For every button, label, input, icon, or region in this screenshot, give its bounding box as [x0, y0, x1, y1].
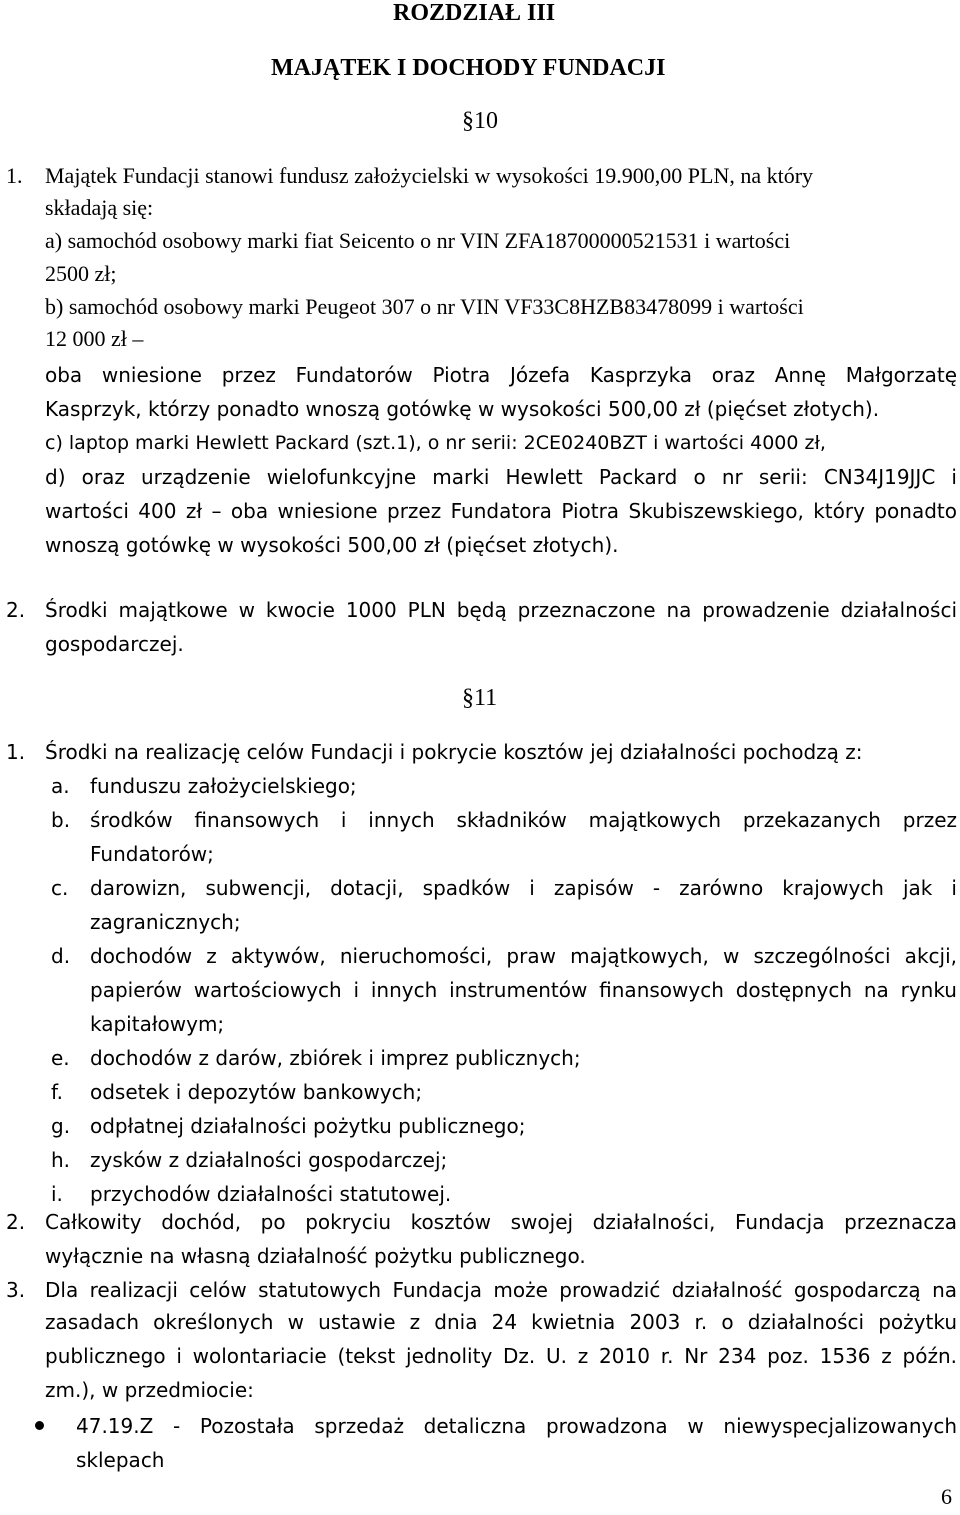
s11-item-letter: h.	[51, 1148, 71, 1172]
s11-item-line: kapitałowym;	[90, 1012, 225, 1036]
s11-item-line: odsetek i depozytów bankowych;	[90, 1080, 423, 1104]
s11-p3-line1: Dla realizacji celów statutowych Fundacja może prowadzić działalność gospodarczą na	[45, 1278, 957, 1302]
s11-p3-line3: publicznego i wolontariacie (tekst jednolity Dz. U. z 2010 r. Nr 234 poz. 1536 z późn.	[45, 1344, 957, 1368]
chapter-subtitle: MAJĄTEK I DOCHODY FUNDACJI	[271, 55, 666, 81]
s11-p3-line2: zasadach określonych w ustawie z dnia 24 kwietnia 2003 r. o działalności pożytku	[45, 1310, 957, 1334]
s10-founders-line1: oba wniesione przez Fundatorów Piotra Józefa Kasprzyka oraz Annę Małgorzatę	[45, 363, 957, 387]
s11-item-line: funduszu założycielskiego;	[90, 774, 357, 798]
s10-item-b-line2: 12 000 zł –	[45, 326, 144, 351]
section-11-label: §11	[462, 685, 498, 711]
s10-item-b-line1: b) samochód osobowy marki Peugeot 307 o nr VIN VF33C8HZB83478099 i wartości	[45, 294, 804, 319]
s11-item-line: zysków z działalności gospodarczej;	[90, 1148, 448, 1172]
s11-item-letter: b.	[51, 808, 71, 832]
s11-bullet-line1: 47.19.Z - Pozostała sprzedaż detaliczna prowadzona w niewyspecjalizowanych	[76, 1414, 957, 1438]
s10-p2-number: 2.	[6, 598, 26, 622]
s11-item-line: odpłatnej działalności pożytku publicznego;	[90, 1114, 526, 1138]
s11-item-line: przychodów działalności statutowej.	[90, 1182, 452, 1206]
s11-p2-line1: Całkowity dochód, po pokryciu kosztów swojej działalności, Fundacja przeznacza	[45, 1210, 957, 1234]
s11-item-line: papierów wartościowych i innych instrumentów finansowych dostępnych na rynku	[90, 978, 957, 1002]
chapter-title: ROZDZIAŁ III	[393, 0, 556, 26]
s10-p1-line1: Majątek Fundacji stanowi fundusz założycielski w wysokości 19.900,00 PLN, na który	[45, 163, 814, 188]
s10-p1-number: 1.	[6, 163, 23, 188]
page-number: 6	[941, 1484, 952, 1509]
s10-founders-line2: Kasprzyk, którzy ponadto wnoszą gotówkę w wysokości 500,00 zł (pięćset złotych).	[45, 397, 880, 421]
s10-p1-line2: składają się:	[45, 195, 154, 220]
s10-item-c: c) laptop marki Hewlett Packard (szt.1), o nr serii: 2CE0240BZT i wartości 4000 zł,	[45, 432, 826, 454]
s10-item-a-line2: 2500 zł;	[45, 261, 117, 286]
s11-item-line: środków finansowych i innych składników majątkowych przekazanych przez	[90, 808, 957, 832]
s11-item-letter: f.	[51, 1080, 63, 1104]
s11-item-letter: e.	[51, 1046, 70, 1070]
s10-p2-line2: gospodarczej.	[45, 632, 184, 656]
s10-item-d-line1: d) oraz urządzenie wielofunkcyjne marki Hewlett Packard o nr serii: CN34J19JJC i	[45, 465, 957, 489]
s11-p1-number: 1.	[6, 740, 26, 764]
s11-item-line: dochodów z darów, zbiórek i imprez publicznych;	[90, 1046, 581, 1070]
s11-item-line: darowizn, subwencji, dotacji, spadków i zapisów - zarówno krajowych jak i	[90, 876, 957, 900]
section-10-label: §10	[462, 108, 498, 134]
s11-item-letter: g.	[51, 1114, 71, 1138]
s11-p1-text: Środki na realizację celów Fundacji i pokrycie kosztów jej działalności pochodzą z:	[45, 740, 863, 764]
s10-item-d-line2: wartości 400 zł – oba wniesione przez Fundatora Piotra Skubiszewskiego, który ponadto	[45, 499, 957, 523]
s10-p2-line1: Środki majątkowe w kwocie 1000 PLN będą przeznaczone na prowadzenie działalności	[45, 598, 957, 622]
s11-item-letter: c.	[51, 876, 69, 900]
s10-item-a-line1: a) samochód osobowy marki fiat Seicento o nr VIN ZFA18700000521531 i wartości	[45, 228, 791, 253]
s11-item-line: dochodów z aktywów, nieruchomości, praw majątkowych, w szczególności akcji,	[90, 944, 957, 968]
s11-p3-line4: zm.), w przedmiocie:	[45, 1378, 254, 1402]
s11-item-letter: d.	[51, 944, 71, 968]
s11-item-line: Fundatorów;	[90, 842, 214, 866]
s10-item-d-line3: wnoszą gotówkę w wysokości 500,00 zł (pięćset złotych).	[45, 533, 619, 557]
s11-item-letter: i.	[51, 1182, 63, 1206]
s11-bullet-line2: sklepach	[76, 1448, 165, 1472]
s11-item-letter: a.	[51, 774, 70, 798]
s11-p2-number: 2.	[6, 1210, 26, 1234]
s11-item-line: zagranicznych;	[90, 910, 241, 934]
bullet-icon	[35, 1421, 44, 1430]
s11-p3-number: 3.	[6, 1278, 26, 1302]
s11-p2-line2: wyłącznie na własną działalność pożytku publicznego.	[45, 1244, 586, 1268]
